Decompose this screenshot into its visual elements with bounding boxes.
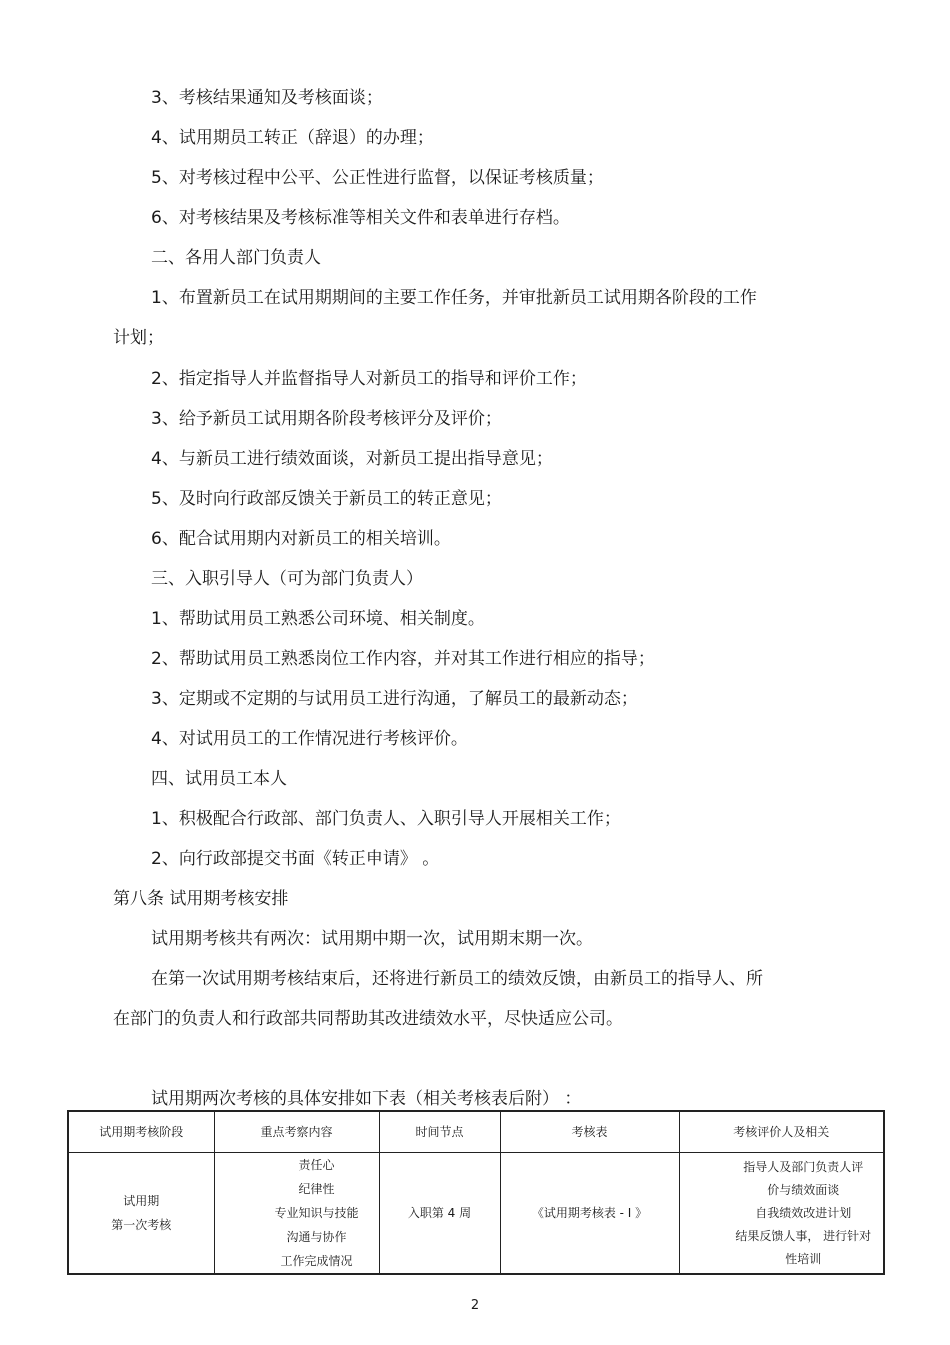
paragraph: 3、考核结果通知及考核面谈； — [151, 88, 383, 108]
paragraph: 5、及时向行政部反馈关于新员工的转正意见； — [151, 489, 502, 509]
section-heading: 二、各用人部门负责人 — [151, 248, 321, 268]
paragraph: 2、向行政部提交书面《转正申请》 。 — [151, 849, 440, 869]
header-cell-stage: 试用期考核阶段 — [68, 1111, 214, 1153]
content-item: 沟通与协作 — [286, 1230, 347, 1244]
paragraph: 4、与新员工进行绩效面谈，对新员工提出指导意见； — [151, 449, 553, 469]
article-heading: 第八条 试用期考核安排 — [113, 889, 289, 909]
form-cell: 《试用期考核表 - I 》 — [500, 1153, 679, 1275]
content-item: 专业知识与技能 — [274, 1206, 359, 1220]
header-cell-time: 时间节点 — [379, 1111, 500, 1153]
schedule-table — [67, 1110, 885, 1275]
paragraph: 5、对考核过程中公平、公正性进行监督，以保证考核质量； — [151, 168, 604, 188]
paragraph: 3、给予新员工试用期各阶段考核评分及评价； — [151, 409, 502, 429]
table-caption: 试用期两次考核的具体安排如下表（相关考核表后附） ： — [151, 1089, 582, 1109]
header-cell-evaluator: 考核评价人及相关 — [679, 1111, 884, 1153]
evaluator-line: 价与绩效面谈 — [767, 1182, 840, 1197]
evaluator-line: 结果反馈人事， 进行针对 — [735, 1228, 872, 1243]
time-cell: 入职第 4 周 — [379, 1153, 500, 1275]
evaluator-line: 指导人及部门负责人评 — [743, 1159, 864, 1174]
section-heading: 三、入职引导人（可为部门负责人） — [151, 569, 423, 589]
paragraph: 6、配合试用期内对新员工的相关培训。 — [151, 529, 451, 549]
paragraph: 试用期考核共有两次：试用期中期一次，试用期末期一次。 — [151, 929, 593, 949]
evaluator-line: 性培训 — [785, 1251, 822, 1266]
paragraph: 2、指定指导人并监督指导人对新员工的指导和评价工作； — [151, 369, 587, 389]
content-cell — [214, 1153, 379, 1275]
paragraph-continuation: 在部门的负责人和行政部共同帮助其改进绩效水平，尽快适应公司。 — [113, 1009, 623, 1029]
paragraph: 在第一次试用期考核结束后，还将进行新员工的绩效反馈，由新员工的指导人、所 — [151, 969, 763, 989]
page-number: 2 — [470, 1298, 480, 1313]
header-cell-content: 重点考察内容 — [214, 1111, 379, 1153]
paragraph: 2、帮助试用员工熟悉岗位工作内容，并对其工作进行相应的指导； — [151, 649, 655, 669]
section-heading: 四、试用员工本人 — [151, 769, 287, 789]
content-item: 工作完成情况 — [280, 1254, 353, 1268]
paragraph: 4、试用期员工转正（辞退）的办理； — [151, 128, 434, 148]
table-header-row — [68, 1111, 884, 1153]
paragraph-continuation: 计划； — [113, 328, 164, 348]
paragraph: 4、对试用员工的工作情况进行考核评价。 — [151, 729, 468, 749]
paragraph: 6、对考核结果及考核标准等相关文件和表单进行存档。 — [151, 208, 570, 228]
header-cell-form: 考核表 — [500, 1111, 679, 1153]
paragraph: 3、定期或不定期的与试用员工进行沟通，了解员工的最新动态； — [151, 689, 638, 709]
paragraph: 1、布置新员工在试用期期间的主要工作任务，并审批新员工试用期各阶段的工作 — [151, 288, 757, 308]
evaluator-line: 自我绩效改进计划 — [755, 1205, 852, 1220]
stage-cell — [68, 1153, 214, 1275]
table-row — [68, 1153, 884, 1275]
paragraph: 1、帮助试用员工熟悉公司环境、相关制度。 — [151, 609, 485, 629]
paragraph: 1、积极配合行政部、部门负责人、入职引导人开展相关工作； — [151, 809, 621, 829]
content-item: 责任心 — [298, 1158, 335, 1172]
stage-line: 第一次考核 — [111, 1218, 172, 1232]
content-item: 纪律性 — [298, 1182, 335, 1196]
stage-line: 试用期 — [123, 1194, 160, 1208]
evaluator-cell — [679, 1153, 884, 1275]
